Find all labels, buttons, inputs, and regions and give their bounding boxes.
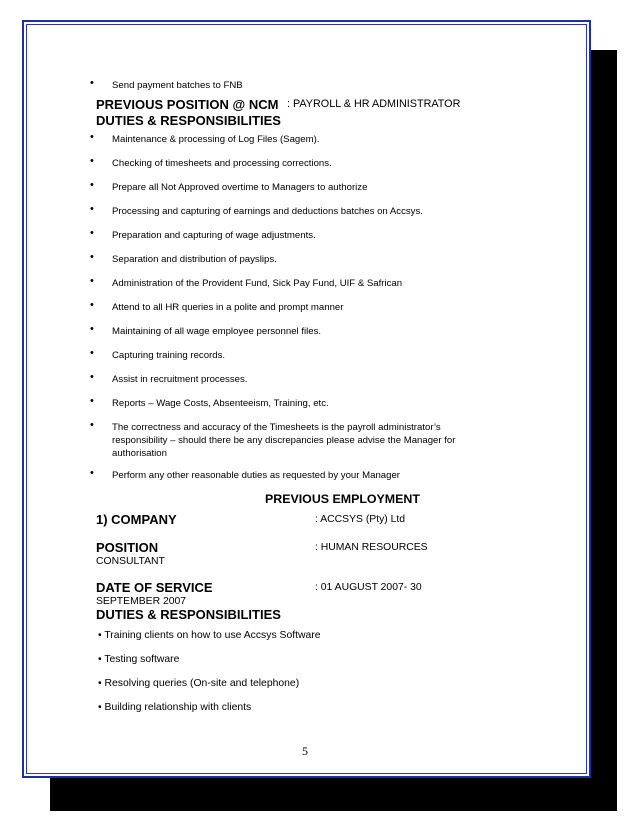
bullet-icon: • [90,203,94,215]
bullet-icon: • [90,323,94,335]
previous-position-heading: PREVIOUS POSITION @ NCM [96,97,279,112]
list-item-line: authorisation [112,448,167,459]
bullet-icon: • [90,179,94,191]
position-value-continued: CONSULTANT [96,556,165,567]
list-item-line: The correctness and accuracy of the Timesheets is the payroll administrator’s [112,422,441,433]
bullet-icon: • [90,275,94,287]
list-item: Preparation and capturing of wage adjustments. [112,230,316,241]
bullet-icon: • [90,131,94,143]
bullet-icon: • [90,395,94,407]
list-item: • Resolving queries (On-site and telephone) [98,678,300,689]
company-label: 1) COMPANY [96,512,177,527]
list-item-line: responsibility – should there be any discrepancies please advise the Manager for [112,435,456,446]
list-item: Separation and distribution of payslips. [112,254,277,265]
bullet-icon: • [90,77,94,89]
list-item: Reports – Wage Costs, Absenteeism, Training, etc. [112,398,329,409]
previous-employment-heading: PREVIOUS EMPLOYMENT [265,492,420,506]
date-of-service-continued: SEPTEMBER 2007 [96,596,187,607]
bullet-icon: • [90,251,94,263]
bullet-icon: • [90,371,94,383]
bullet-icon: • [90,347,94,359]
company-value: : ACCSYS (Pty) Ltd [315,514,406,525]
list-item: Capturing training records. [112,350,226,361]
bullet-icon: • [90,227,94,239]
position-value: : HUMAN RESOURCES [315,542,428,553]
date-of-service-value: : 01 AUGUST 2007- 30 [315,582,422,593]
list-item: Attend to all HR queries in a polite and prompt manner [112,302,344,313]
duties-heading: DUTIES & RESPONSIBILITIES [96,113,281,128]
position-label: POSITION [96,540,159,555]
list-item: Administration of the Provident Fund, Sick Pay Fund, UIF & Safrican [112,278,403,289]
list-item: Send payment batches to FNB [112,80,243,91]
page-shadow-right [587,50,617,811]
page-number: 5 [302,744,308,758]
list-item: Processing and capturing of earnings and deductions batches on Accsys. [112,206,423,217]
bullet-icon: • [90,467,94,479]
employment-duties-heading: DUTIES & RESPONSIBILITIES [96,607,281,622]
list-item: Prepare all Not Approved overtime to Managers to authorize [112,182,368,193]
list-item: Maintenance & processing of Log Files (Sagem). [112,134,320,145]
page-shadow-bottom [50,776,617,811]
bullet-icon: • [90,419,94,431]
list-item: • Training clients on how to use Accsys Software [98,630,321,641]
list-item: Maintaining of all wage employee personnel files. [112,326,322,337]
list-item: Checking of timesheets and processing corrections. [112,158,332,169]
list-item: • Testing software [98,654,180,665]
list-item: Assist in recruitment processes. [112,374,248,385]
list-item: • Building relationship with clients [98,702,252,713]
bullet-icon: • [90,299,94,311]
previous-position-title: : PAYROLL & HR ADMINISTRATOR [287,98,461,110]
bullet-icon: • [90,155,94,167]
date-of-service-label: DATE OF SERVICE [96,580,213,595]
list-item: Perform any other reasonable duties as requested by your Manager [112,470,400,481]
